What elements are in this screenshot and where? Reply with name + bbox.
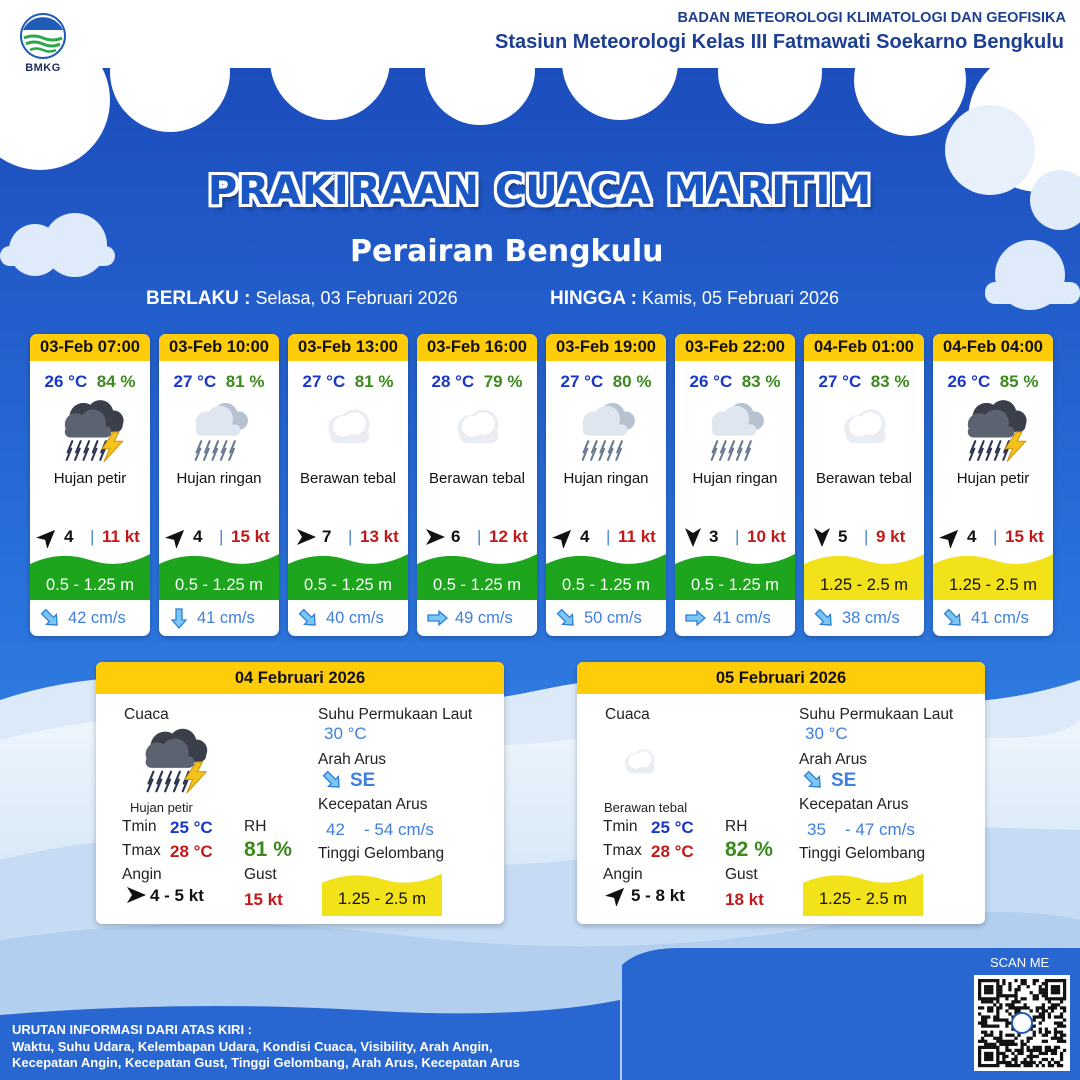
tmin-value: 25 °C bbox=[170, 818, 213, 837]
gust-speed: 11 kt bbox=[102, 527, 140, 546]
weather-condition: Berawan tebal bbox=[429, 470, 525, 487]
current-speed: 42 cm/s bbox=[68, 609, 126, 627]
wind-speed: 5 bbox=[838, 527, 848, 546]
wind-direction-icon bbox=[937, 526, 965, 548]
humidity: 83 % bbox=[741, 372, 781, 391]
daily-panel bbox=[96, 662, 504, 924]
forecast-card bbox=[30, 334, 150, 636]
gust-speed: 15 kt bbox=[231, 527, 270, 546]
page-title: PRAKIRAAN CUACA MARITIM bbox=[207, 168, 873, 214]
wind-label: Angin bbox=[122, 866, 162, 883]
separator: | bbox=[993, 527, 998, 546]
wind-direction-icon bbox=[550, 526, 578, 548]
current-speed: 49 cm/s bbox=[455, 609, 513, 627]
forecast-card bbox=[804, 334, 924, 636]
air-temperature: 26 °C bbox=[44, 372, 88, 391]
overcast-cloud-icon bbox=[435, 394, 519, 466]
bmkg-logo bbox=[14, 12, 72, 78]
separator: | bbox=[348, 527, 353, 546]
current-speed: 38 cm/s bbox=[842, 609, 900, 627]
humidity: 81 % bbox=[225, 372, 265, 391]
overcast-cloud-icon bbox=[306, 394, 390, 466]
air-temperature: 28 °C bbox=[431, 372, 475, 391]
humidity: 83 % bbox=[870, 372, 910, 391]
forecast-card bbox=[546, 334, 666, 636]
wind-info bbox=[675, 526, 795, 548]
tmin-value: 25 °C bbox=[651, 818, 694, 837]
rh-label: RH bbox=[244, 818, 267, 835]
weather-label: Cuaca bbox=[124, 706, 169, 723]
weather-condition: Hujan ringan bbox=[563, 470, 649, 487]
forecast-time: 03-Feb 10:00 bbox=[159, 334, 279, 361]
weather-condition: Hujan ringan bbox=[176, 470, 262, 487]
wind-speed: 7 bbox=[322, 527, 332, 546]
current-direction-icon bbox=[167, 606, 191, 630]
current-direction-icon bbox=[683, 606, 707, 630]
current-speed: 41 cm/s bbox=[971, 609, 1029, 627]
current-direction-icon bbox=[296, 606, 320, 630]
wave-height bbox=[546, 548, 666, 600]
current-speed-min: 42 bbox=[326, 820, 345, 839]
current-info bbox=[288, 606, 408, 630]
wave-height-value: 1.25 - 2.5 m bbox=[948, 576, 1038, 594]
wind-speed: 4 bbox=[580, 527, 590, 546]
thunderstorm-icon bbox=[951, 394, 1035, 466]
forecast-temp-rh bbox=[546, 372, 666, 392]
wind-info bbox=[417, 526, 537, 548]
panel-date: 04 Februari 2026 bbox=[96, 662, 504, 694]
legend-line: Kecepatan Angin, Kecepatan Gust, Tinggi Gelombang, Arah Arus, Kecepatan Arus bbox=[12, 1055, 520, 1070]
overcast-cloud-icon bbox=[609, 738, 669, 795]
wind-direction-icon bbox=[122, 884, 148, 906]
logo-text: BMKG bbox=[25, 62, 61, 74]
gust-value: 15 kt bbox=[244, 890, 283, 909]
tmax-value: 28 °C bbox=[170, 842, 213, 861]
air-temperature: 27 °C bbox=[302, 372, 346, 391]
forecast-card bbox=[159, 334, 279, 636]
separator: | bbox=[477, 527, 482, 546]
wave-height bbox=[933, 548, 1053, 600]
rh-label: RH bbox=[725, 818, 748, 835]
wind-direction-icon bbox=[421, 526, 449, 548]
agency-name: BADAN METEOROLOGI KLIMATOLOGI DAN GEOFISIKA bbox=[677, 10, 1066, 26]
wind-direction-icon bbox=[808, 526, 836, 548]
wave-height-value: 0.5 - 1.25 m bbox=[174, 576, 264, 594]
air-temperature: 27 °C bbox=[560, 372, 604, 391]
current-speed: 50 cm/s bbox=[584, 609, 642, 627]
forecast-temp-rh bbox=[933, 372, 1053, 392]
wave-height-value: 0.5 - 1.25 m bbox=[432, 576, 522, 594]
weather-condition: Hujan petir bbox=[53, 470, 127, 487]
light-rain-icon bbox=[693, 394, 777, 466]
validity-to-label: HINGGA : bbox=[550, 288, 637, 309]
current-speed-label: Kecepatan Arus bbox=[799, 796, 909, 813]
daily-panel bbox=[577, 662, 985, 924]
panel-date: 05 Februari 2026 bbox=[577, 662, 985, 694]
sst-value: 30 °C bbox=[805, 724, 848, 743]
wave-height bbox=[288, 548, 408, 600]
sst-label: Suhu Permukaan Laut bbox=[318, 706, 473, 723]
rh-value: 81 % bbox=[244, 838, 292, 861]
current-direction-icon bbox=[812, 606, 836, 630]
current-info bbox=[30, 606, 150, 630]
air-temperature: 27 °C bbox=[173, 372, 217, 391]
forecast-temp-rh bbox=[804, 372, 924, 392]
wave-height bbox=[804, 548, 924, 600]
humidity: 79 % bbox=[483, 372, 523, 391]
rh-value: 82 % bbox=[725, 838, 773, 861]
forecast-temp-rh bbox=[159, 372, 279, 392]
current-direction-value: SE bbox=[831, 770, 857, 791]
sst-value: 30 °C bbox=[324, 724, 367, 743]
wind-info bbox=[933, 526, 1053, 548]
current-speed-label: Kecepatan Arus bbox=[318, 796, 428, 813]
current-speed-max: - 47 cm/s bbox=[845, 820, 915, 839]
current-info bbox=[159, 606, 279, 630]
wind-direction-icon bbox=[292, 526, 320, 548]
gust-speed: 13 kt bbox=[360, 527, 399, 546]
forecast-time: 03-Feb 13:00 bbox=[288, 334, 408, 361]
gust-label: Gust bbox=[725, 866, 758, 883]
wave-height bbox=[322, 868, 442, 916]
gust-speed: 12 kt bbox=[489, 527, 528, 546]
wave-height-value: 0.5 - 1.25 m bbox=[45, 576, 135, 594]
forecast-temp-rh bbox=[30, 372, 150, 392]
current-info bbox=[546, 606, 666, 630]
current-speed: 41 cm/s bbox=[713, 609, 771, 627]
validity-to bbox=[550, 288, 839, 310]
wind-direction-icon bbox=[679, 526, 707, 548]
forecast-temp-rh bbox=[675, 372, 795, 392]
separator: | bbox=[219, 527, 224, 546]
current-info bbox=[933, 606, 1053, 630]
wind-speed: 4 bbox=[967, 527, 977, 546]
wind-speed: 4 bbox=[64, 527, 74, 546]
gust-speed: 9 kt bbox=[876, 527, 906, 546]
current-info bbox=[417, 606, 537, 630]
wind-info bbox=[159, 526, 279, 548]
tmin-label: Tmin bbox=[122, 818, 157, 835]
weather-condition: Berawan tebal bbox=[604, 800, 688, 815]
weather-condition: Hujan petir bbox=[956, 470, 1030, 487]
wave-height-value: 1.25 - 2.5 m bbox=[819, 576, 909, 594]
wave-label: Tinggi Gelombang bbox=[318, 845, 445, 862]
wind-label: Angin bbox=[603, 866, 643, 883]
light-rain-icon bbox=[564, 394, 648, 466]
gust-speed: 11 kt bbox=[618, 527, 656, 546]
legend-title: URUTAN INFORMASI DARI ATAS KIRI : bbox=[12, 1022, 252, 1037]
gust-speed: 10 kt bbox=[747, 527, 786, 546]
current-speed: 41 cm/s bbox=[197, 609, 255, 627]
validity-from-value: Selasa, 03 Februari 2026 bbox=[255, 288, 458, 308]
wind-range: 5 - 8 kt bbox=[631, 886, 685, 905]
forecast-card bbox=[933, 334, 1053, 636]
weather-condition: Hujan petir bbox=[130, 800, 193, 815]
validity-from bbox=[146, 288, 458, 310]
current-direction-label: Arah Arus bbox=[318, 751, 387, 768]
wave-height bbox=[30, 548, 150, 600]
wind-info bbox=[804, 526, 924, 548]
current-speed-max: - 54 cm/s bbox=[364, 820, 434, 839]
forecast-card bbox=[288, 334, 408, 636]
forecast-time: 03-Feb 19:00 bbox=[546, 334, 666, 361]
current-info bbox=[675, 606, 795, 630]
wave-label: Tinggi Gelombang bbox=[799, 845, 926, 862]
tmax-label: Tmax bbox=[122, 842, 161, 859]
forecast-time: 03-Feb 16:00 bbox=[417, 334, 537, 361]
gust-speed: 15 kt bbox=[1005, 527, 1044, 546]
weather-condition: Berawan tebal bbox=[816, 470, 912, 487]
air-temperature: 27 °C bbox=[818, 372, 862, 391]
page-subtitle: Perairan Bengkulu bbox=[350, 234, 664, 269]
gust-value: 18 kt bbox=[725, 890, 764, 909]
forecast-card bbox=[675, 334, 795, 636]
wind-info bbox=[30, 526, 150, 548]
station-name: Stasiun Meteorologi Kelas III Fatmawati Soekarno Bengkulu bbox=[494, 31, 1064, 53]
current-info bbox=[804, 606, 924, 630]
separator: | bbox=[606, 527, 611, 546]
forecast-time: 03-Feb 22:00 bbox=[675, 334, 795, 361]
weather-condition: Hujan ringan bbox=[692, 470, 778, 487]
bmkg-logo-icon bbox=[18, 12, 68, 60]
light-rain-icon bbox=[177, 394, 261, 466]
forecast-temp-rh bbox=[288, 372, 408, 392]
qr-code[interactable] bbox=[974, 975, 1070, 1071]
current-direction-label: Arah Arus bbox=[799, 751, 868, 768]
tmin-label: Tmin bbox=[603, 818, 638, 835]
humidity: 80 % bbox=[612, 372, 652, 391]
current-direction-icon bbox=[941, 606, 965, 630]
sst-label: Suhu Permukaan Laut bbox=[799, 706, 954, 723]
humidity: 81 % bbox=[354, 372, 394, 391]
wave-height-value: 1.25 - 2.5 m bbox=[337, 890, 427, 908]
forecast-time: 03-Feb 07:00 bbox=[30, 334, 150, 361]
humidity: 84 % bbox=[96, 372, 136, 391]
current-speed-min: 35 bbox=[807, 820, 826, 839]
tmax-label: Tmax bbox=[603, 842, 642, 859]
current-direction-icon bbox=[38, 606, 62, 630]
forecast-temp-rh bbox=[417, 372, 537, 392]
wave-height-value: 0.5 - 1.25 m bbox=[690, 576, 780, 594]
air-temperature: 26 °C bbox=[689, 372, 733, 391]
wind-direction-icon bbox=[603, 884, 629, 906]
scan-me-label: SCAN ME bbox=[990, 955, 1050, 970]
wind-direction-icon bbox=[34, 526, 62, 548]
legend-line: Waktu, Suhu Udara, Kelembapan Udara, Kondisi Cuaca, Visibility, Arah Angin, bbox=[12, 1039, 493, 1054]
separator: | bbox=[735, 527, 740, 546]
validity-to-value: Kamis, 05 Februari 2026 bbox=[641, 288, 840, 308]
separator: | bbox=[90, 527, 95, 546]
wind-info bbox=[546, 526, 666, 548]
wind-direction-icon bbox=[163, 526, 191, 548]
current-direction-value: SE bbox=[350, 770, 376, 791]
legend-body bbox=[12, 1039, 612, 1071]
current-speed: 40 cm/s bbox=[326, 609, 384, 627]
wind-speed: 3 bbox=[709, 527, 719, 546]
current-direction-icon bbox=[801, 768, 825, 792]
wind-info bbox=[288, 526, 408, 548]
humidity: 85 % bbox=[999, 372, 1039, 391]
separator: | bbox=[864, 527, 869, 546]
wind-speed: 4 bbox=[193, 527, 203, 546]
forecast-time: 04-Feb 04:00 bbox=[933, 334, 1053, 361]
wave-height-value: 1.25 - 2.5 m bbox=[818, 890, 908, 908]
overcast-cloud-icon bbox=[822, 394, 906, 466]
wave-height bbox=[417, 548, 537, 600]
tmax-value: 28 °C bbox=[651, 842, 694, 861]
wind-speed: 6 bbox=[451, 527, 461, 546]
wave-height-value: 0.5 - 1.25 m bbox=[561, 576, 651, 594]
current-direction-icon bbox=[425, 606, 449, 630]
validity-from-label: BERLAKU : bbox=[146, 288, 251, 309]
wind-range: 4 - 5 kt bbox=[150, 886, 204, 905]
forecast-time: 04-Feb 01:00 bbox=[804, 334, 924, 361]
wave-height bbox=[675, 548, 795, 600]
thunderstorm-icon bbox=[48, 394, 132, 466]
wave-height bbox=[159, 548, 279, 600]
weather-label: Cuaca bbox=[605, 706, 650, 723]
air-temperature: 26 °C bbox=[947, 372, 991, 391]
weather-condition: Berawan tebal bbox=[300, 470, 396, 487]
current-direction-icon bbox=[320, 768, 344, 792]
forecast-card bbox=[417, 334, 537, 636]
wave-height bbox=[803, 868, 923, 916]
gust-label: Gust bbox=[244, 866, 277, 883]
current-direction-icon bbox=[554, 606, 578, 630]
wave-height-value: 0.5 - 1.25 m bbox=[303, 576, 393, 594]
thunderstorm-icon bbox=[128, 722, 216, 803]
